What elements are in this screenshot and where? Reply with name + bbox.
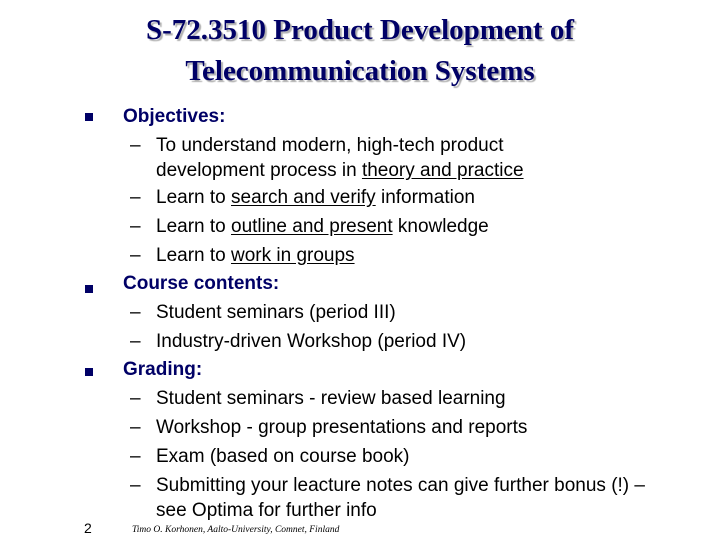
- objective-item-1-continued: development process in theory and practice: [156, 160, 524, 181]
- objective-item-4: – Learn to work in groups: [130, 245, 355, 266]
- grading-item-3: – Exam (based on course book): [130, 446, 410, 467]
- grading-item-4-continued: see Optima for further info: [156, 500, 377, 521]
- search-verify-link[interactable]: search and verify: [231, 187, 376, 208]
- objective-item-2: – Learn to search and verify information: [130, 187, 475, 208]
- dash: –: [130, 302, 141, 323]
- slide-title-line2: Telecommunication Systems: [185, 55, 535, 87]
- contents-item-2: – Industry-driven Workshop (period IV): [130, 331, 467, 352]
- slide-title-line1: S-72.3510 Product Development of: [146, 14, 574, 46]
- dash: –: [130, 331, 141, 352]
- dash: –: [130, 388, 141, 409]
- slide-title: [0, 10, 720, 92]
- square-bullet-icon: [85, 113, 93, 121]
- objective-item-1: – To understand modern, high-tech product: [130, 135, 504, 156]
- grading-item-2: – Workshop - group presentations and reports: [130, 417, 528, 438]
- dash: –: [130, 475, 141, 496]
- grading-item-1: – Student seminars - review based learning: [130, 388, 506, 409]
- square-bullet-icon: [85, 285, 93, 293]
- objective-item-3: – Learn to outline and present knowledge: [130, 216, 489, 237]
- dash: –: [130, 417, 141, 438]
- dash: –: [130, 245, 141, 266]
- grading-item-4: – Submitting your leacture notes can give further bonus (!) –: [130, 475, 645, 496]
- outline-present-link[interactable]: outline and present: [231, 216, 393, 237]
- dash: –: [130, 187, 141, 208]
- page-number: 2: [84, 520, 92, 536]
- footer-credit: Timo O. Korhonen, Aalto-University, Comnet, Finland: [132, 525, 340, 535]
- theory-practice-link[interactable]: theory and practice: [361, 160, 524, 181]
- work-groups-link[interactable]: work in groups: [231, 245, 355, 266]
- grading-heading: Grading:: [123, 359, 203, 380]
- contents-heading: Course contents:: [123, 273, 280, 294]
- dash: –: [130, 135, 141, 156]
- objectives-heading: Objectives:: [123, 106, 226, 127]
- contents-item-1: – Student seminars (period III): [130, 302, 396, 323]
- dash: –: [130, 446, 141, 467]
- square-bullet-icon: [85, 368, 93, 376]
- dash: –: [130, 216, 141, 237]
